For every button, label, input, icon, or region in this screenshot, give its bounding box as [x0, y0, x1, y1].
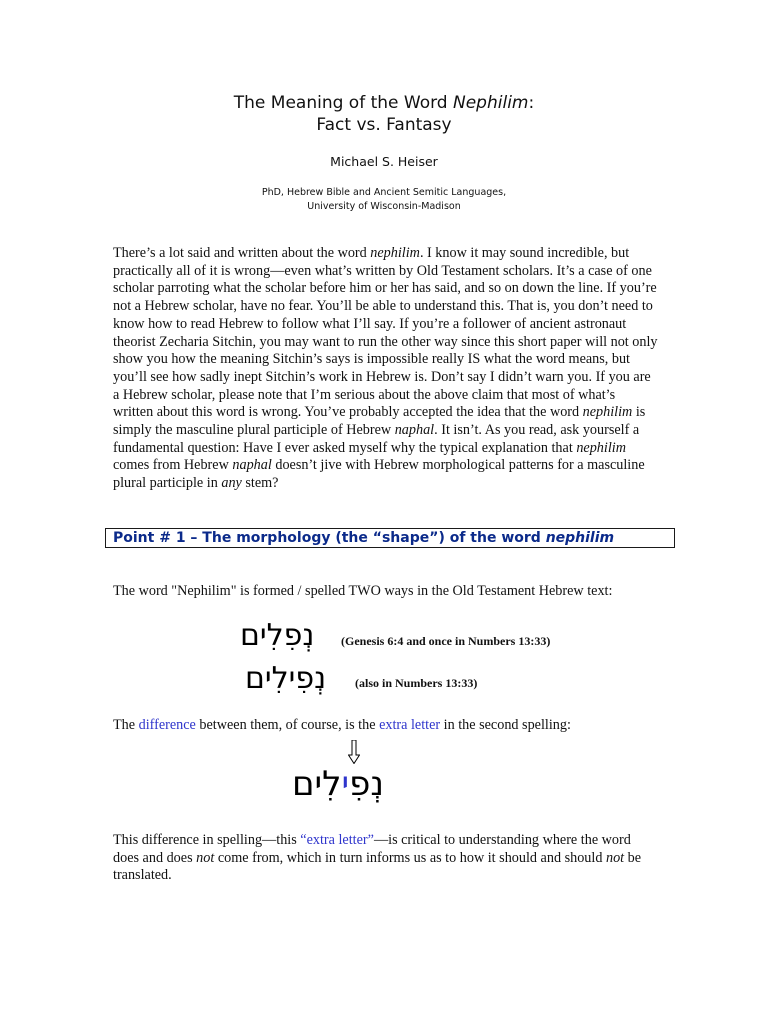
- hebrew-spelling-highlighted: נְפִילִים: [292, 764, 384, 804]
- spelling-1-note: (Genesis 6:4 and once in Numbers 13:33): [341, 634, 551, 648]
- author-affiliation: PhD, Hebrew Bible and Ancient Semitic Languages, University of Wisconsin-Madison: [261, 187, 507, 212]
- hebrew-spelling-2: נְפִילִים: [245, 661, 327, 696]
- document-title: [0, 92, 768, 136]
- spelling-2-note: (also in Numbers 13:33): [355, 676, 478, 690]
- conclusion-paragraph: This difference in spelling—this “extra letter”—is critical to understanding where the word does and does not come from, which in turn informs us as to how it should and should not be translated.: [113, 832, 642, 884]
- down-arrow-icon: [348, 740, 360, 764]
- extra-letter-link[interactable]: extra letter: [379, 717, 441, 733]
- title-italic-word: Nephilim: [453, 93, 529, 113]
- extra-letter-quote-link[interactable]: “extra letter”: [300, 832, 374, 848]
- difference-link[interactable]: difference: [138, 717, 196, 733]
- hebrew-spelling-1: נְפִלִים: [240, 618, 315, 653]
- title-line-1: The Meaning of the Word Nephilim:: [233, 93, 535, 113]
- intro-paragraph: There’s a lot said and written about the word nephilim. I know it may sound incredible, but practically all of it is wrong—even what’s written by Old Testament scholars. It’s a case of one scholar parroting what the scholar before him or her has said, and so on down the line. If you’re not a Hebrew scholar, have no fear. You’ll be able to understand this. That is, you don’t need to know how to read Hebrew to follow what I’ll say. If you’re a follower of ancient astronaut theorist Zecharia Sitchin, you may want to run the other way since this short paper will not only show you how the meaning Sitchin’s says is impossible really IS what the word means, but you’ll see how sadly inept Sitchin’s work in Hebrew is. Don’t say I didn’t warn you. If you are a Hebrew scholar, please note that I’m serious about the above claim that most of what’s written about this word is wrong. You’ve probably accepted the idea that the word nephilim is simply the masculine plural participle of Hebrew naphal. It isn’t. As you read, ask yourself a fundamental question: Have I ever asked myself why the typical explanation that nephilim comes from Hebrew naphal doesn’t jive with Hebrew morphological patterns for a masculine plural participle in any stem?: [113, 245, 658, 492]
- difference-sentence: The difference between them, of course, is the extra letter in the second spelling:: [113, 717, 571, 733]
- highlighted-yod: י: [341, 764, 350, 804]
- point-1-heading: Point # 1 – The morphology (the “shape”) of the word nephilim: [105, 528, 675, 548]
- title-line-2: Fact vs. Fantasy: [316, 115, 452, 135]
- author-name: Michael S. Heiser: [330, 154, 438, 169]
- spellings-intro: The word "Nephilim" is formed / spelled TWO ways in the Old Testament Hebrew text:: [113, 583, 613, 599]
